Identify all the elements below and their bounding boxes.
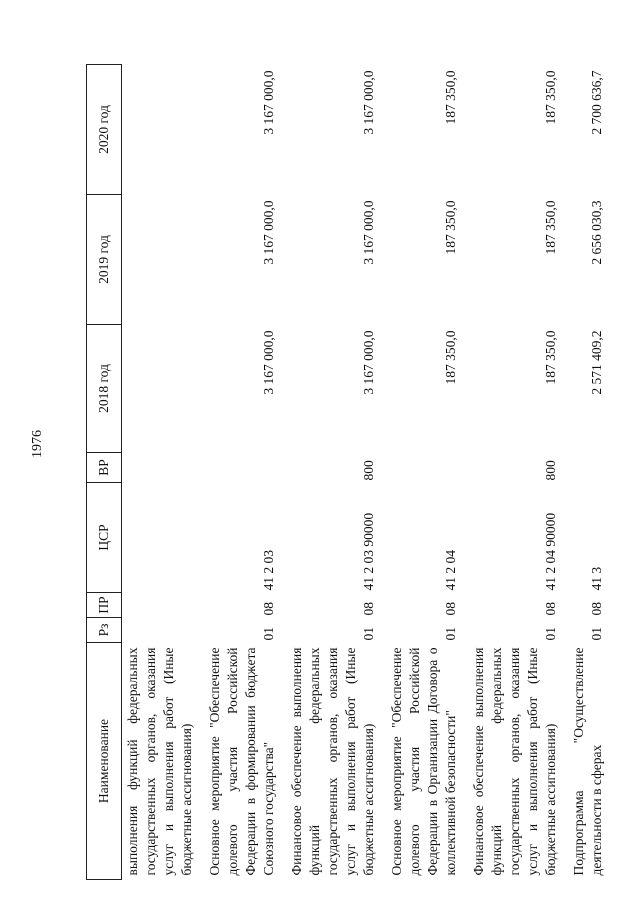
table-row xyxy=(280,65,380,880)
row-2018: 187 350,0 xyxy=(443,330,458,385)
row-rz: 01 xyxy=(361,627,376,641)
row-rz: 01 xyxy=(261,627,276,641)
header-row xyxy=(87,65,122,880)
row-vr xyxy=(198,453,280,483)
row-pr: 08 xyxy=(543,602,558,616)
row-2019: 187 350,0 xyxy=(443,200,458,255)
header-2018: 2018 год xyxy=(87,325,122,453)
row-name: выполнения функций федеральных государственных органов, оказания услуг и выполнения работ (Иные бюджетные ассигнования) xyxy=(125,647,194,876)
row-rz: 01 xyxy=(443,627,458,641)
row-pr: 08 xyxy=(261,602,276,616)
row-pr xyxy=(122,593,199,618)
row-2018: 2 571 409,2 xyxy=(589,330,604,395)
row-pr: 08 xyxy=(443,602,458,616)
budget-table-page xyxy=(86,65,616,880)
row-2020: 187 350,0 xyxy=(543,70,558,125)
row-csr xyxy=(122,483,199,593)
row-vr: 800 xyxy=(361,460,376,481)
row-2019: 3 167 000,0 xyxy=(261,200,276,265)
row-vr xyxy=(562,453,608,483)
row-csr: 41 2 03 90000 xyxy=(361,512,376,591)
table-row xyxy=(462,65,562,880)
row-vr xyxy=(122,453,199,483)
table-row xyxy=(198,65,280,880)
budget-table xyxy=(86,64,608,880)
row-name: Финансовое обеспечение выполнения функций федеральных государственных органов, оказания услуг и выполнения работ (Иные бюджетные ассигнования) xyxy=(471,647,558,876)
row-2019 xyxy=(122,195,199,325)
header-csr: ЦСР xyxy=(87,483,122,593)
header-2020: 2020 год xyxy=(87,65,122,195)
table-row xyxy=(562,65,608,880)
row-vr xyxy=(380,453,462,483)
row-rz xyxy=(122,618,199,643)
row-name: Финансовое обеспечение выполнения функций федеральных государственных органов, оказания услуг и выполнения работ (Иные бюджетные ассигнования) xyxy=(289,647,376,876)
table-row xyxy=(122,65,199,880)
row-2019: 2 656 030,3 xyxy=(589,200,604,265)
row-rz: 01 xyxy=(589,627,604,641)
row-2018: 187 350,0 xyxy=(543,330,558,385)
row-2019: 187 350,0 xyxy=(543,200,558,255)
row-name: Основное мероприятие "Обеспечение долевого участия Российской Федерации в Организации Договора о коллективной безопасности" xyxy=(389,647,458,876)
row-2020: 3 167 000,0 xyxy=(261,70,276,135)
row-2018 xyxy=(122,325,199,453)
row-vr: 800 xyxy=(543,460,558,481)
table-row xyxy=(380,65,462,880)
row-2020: 187 350,0 xyxy=(443,70,458,125)
row-name: Подпрограмма "Осуществление деятельности в сферах xyxy=(571,647,604,876)
header-rz: Рз xyxy=(87,618,122,643)
row-name: Основное мероприятие "Обеспечение долевого участия Российской Федерации в формировании бюджета Союзного государства" xyxy=(207,647,276,876)
row-rz: 01 xyxy=(543,627,558,641)
row-2020: 2 700 636,7 xyxy=(589,70,604,135)
row-csr: 41 2 04 xyxy=(443,550,458,591)
row-pr: 08 xyxy=(361,602,376,616)
row-csr: 41 3 xyxy=(589,566,604,591)
header-vr: ВР xyxy=(87,453,122,483)
page-number: 1976 xyxy=(30,430,45,458)
header-2019: 2019 год xyxy=(87,195,122,325)
header-name: Наименование xyxy=(87,643,122,880)
header-pr: ПР xyxy=(87,593,122,618)
row-2019: 3 167 000,0 xyxy=(361,200,376,265)
row-2020 xyxy=(122,65,199,195)
row-csr: 41 2 04 90000 xyxy=(543,512,558,591)
row-csr: 41 2 03 xyxy=(261,550,276,591)
row-2018: 3 167 000,0 xyxy=(361,330,376,395)
row-pr: 08 xyxy=(589,602,604,616)
row-2020: 3 167 000,0 xyxy=(361,70,376,135)
row-2018: 3 167 000,0 xyxy=(261,330,276,395)
